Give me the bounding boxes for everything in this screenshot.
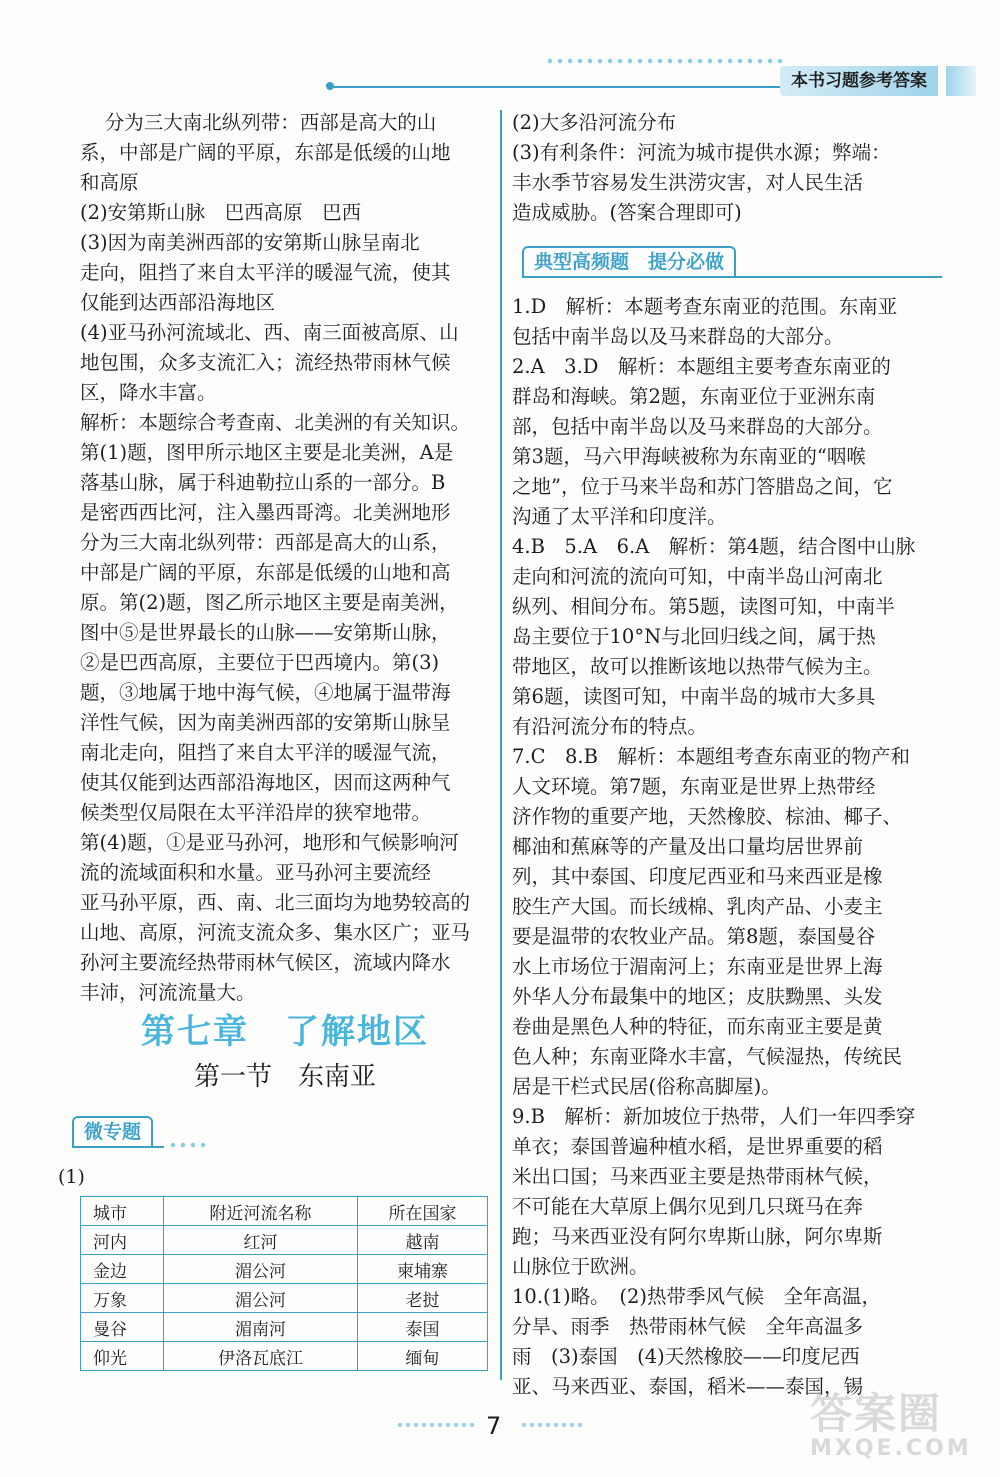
answer-line: 外华人分布最集中的地区；皮肤黝黑、头发 bbox=[512, 985, 883, 1008]
micro-topic-tag: 微专题 bbox=[72, 1116, 153, 1146]
table-cell: 湄南河 bbox=[164, 1313, 358, 1342]
answer-line: 济作物的重要产地，天然橡胶、棕油、椰子、 bbox=[512, 805, 903, 828]
answer-line: 胶生产大国。而长绒棉、乳肉产品、小麦主 bbox=[512, 895, 883, 918]
text-line: (3)因为南美洲西部的安第斯山脉呈南北 bbox=[80, 231, 420, 254]
answer-line: 1.D 解析：本题考查东南亚的范围。东南亚 bbox=[512, 295, 898, 318]
table-header: 所在国家 bbox=[358, 1197, 488, 1226]
table-cell: 曼谷 bbox=[81, 1313, 164, 1342]
text-line: 原。第(2)题，图乙所示地区主要是南美洲， bbox=[80, 591, 459, 614]
table-cell: 金边 bbox=[81, 1255, 164, 1284]
answer-line: 沟通了太平洋和印度洋。 bbox=[512, 505, 727, 528]
text-line: 和高原 bbox=[80, 171, 139, 194]
text-line: 地包围，众多支流汇入；流经热带雨林气候 bbox=[80, 351, 451, 374]
text-line: 亚马孙平原，西、南、北三面均为地势较高的 bbox=[80, 891, 471, 914]
answer-line: 居是干栏式民居(俗称高脚屋)。 bbox=[512, 1075, 781, 1098]
text-line: 落基山脉，属于科迪勒拉山系的一部分。B bbox=[80, 471, 446, 494]
table-cell: 泰国 bbox=[358, 1313, 488, 1342]
answer-line: 走向和河流的流向可知，中南半岛山河南北 bbox=[512, 565, 883, 588]
text-line: 丰水季节容易发生洪涝灾害，对人民生活 bbox=[512, 171, 864, 194]
text-line: 系，中部是广阔的平原，东部是低缓的山地 bbox=[80, 141, 451, 164]
high-frequency-tag: 典型高频题 提分必做 bbox=[522, 246, 736, 276]
table-row bbox=[81, 1284, 488, 1313]
answer-line: 4.B 5.A 6.A 解析：第4题，结合图中山脉 bbox=[512, 535, 916, 558]
high-frequency-rule bbox=[522, 276, 942, 278]
text-line: (4)亚马孙河流域北、西、南三面被高原、山 bbox=[80, 321, 459, 344]
table-cell: 缅甸 bbox=[358, 1342, 488, 1371]
answer-line: 有沿河流分布的特点。 bbox=[512, 715, 708, 738]
answer-line: 雨 (3)泰国 (4)天然橡胶——印度尼西 bbox=[512, 1345, 860, 1368]
text-line: 流的流域面积和水量。亚马孙河主要流经 bbox=[80, 861, 432, 884]
answer-line: 带地区，故可以推断该地以热带气候为主。 bbox=[512, 655, 883, 678]
text-line: 造成威胁。(答案合理即可) bbox=[512, 201, 742, 224]
text-line: 仅能到达西部沿海地区 bbox=[80, 291, 276, 314]
table-cell: 河内 bbox=[81, 1226, 164, 1255]
column-divider bbox=[500, 110, 502, 1380]
footer-dots-left bbox=[396, 1422, 476, 1428]
answer-line: 2.A 3.D 解析：本题组主要考查东南亚的 bbox=[512, 355, 891, 378]
header-decoration-dots bbox=[545, 58, 785, 64]
answers-block bbox=[512, 292, 944, 1402]
table-cell: 越南 bbox=[358, 1226, 488, 1255]
answer-line: 卷曲是黑色人种的特征，而东南亚主要是黄 bbox=[512, 1015, 883, 1038]
answer-line: 要是温带的农牧业产品。第8题，泰国曼谷 bbox=[512, 925, 876, 948]
table-row bbox=[81, 1226, 488, 1255]
answer-line: 群岛和海峡。第2题，东南亚位于亚洲东南 bbox=[512, 385, 876, 408]
answer-line: 米出口国；马来西亚主要是热带雨林气候， bbox=[512, 1165, 883, 1188]
answer-line: 纵列、相间分布。第5题，读图可知，中南半 bbox=[512, 595, 895, 618]
table-row bbox=[81, 1313, 488, 1342]
answer-line: 包括中南半岛以及马来群岛的大部分。 bbox=[512, 325, 844, 348]
table-header: 城市 bbox=[81, 1197, 164, 1226]
micro-topic-rule bbox=[72, 1146, 164, 1148]
answer-line: 9.B 解析：新加坡位于热带，人们一年四季穿 bbox=[512, 1105, 916, 1128]
table-cell: 湄公河 bbox=[164, 1284, 358, 1313]
answer-line: 岛主要位于10°N与北回归线之间，属于热 bbox=[512, 625, 876, 648]
text-line: 南北走向，阻挡了来自太平洋的暖湿气流， bbox=[80, 741, 451, 764]
rivers-cities-table bbox=[80, 1196, 488, 1371]
table-header: 附近河流名称 bbox=[164, 1197, 358, 1226]
header-rule bbox=[330, 86, 780, 88]
left-column bbox=[80, 108, 490, 1008]
watermark-logo bbox=[810, 1389, 980, 1472]
text-line: 第(1)题，图甲所示地区主要是北美洲，A是 bbox=[80, 441, 454, 464]
table-cell: 老挝 bbox=[358, 1284, 488, 1313]
answer-line: 椰油和蕉麻等的产量及出口量均居世界前 bbox=[512, 835, 864, 858]
section-title: 第一节 东南亚 bbox=[193, 1062, 376, 1092]
text-line: 分为三大南北纵列带：西部是高大的山系， bbox=[80, 531, 451, 554]
table-cell: 仰光 bbox=[81, 1342, 164, 1371]
answer-line: 跑；马来西亚没有阿尔卑斯山脉，阿尔卑斯 bbox=[512, 1225, 883, 1248]
answer-line: 列，其中泰国、印度尼西亚和马来西亚是橡 bbox=[512, 865, 883, 888]
text-line: 丰沛，河流流量大。 bbox=[80, 981, 256, 1004]
answer-line: 之地”，位于马来半岛和苏门答腊岛之间，它 bbox=[512, 475, 893, 498]
watermark-url: MXQE.COM bbox=[810, 1436, 972, 1461]
answer-line: 人文环境。第7题，东南亚是世界上热带经 bbox=[512, 775, 876, 798]
text-line: 第(4)题，①是亚马孙河，地形和气候影响河 bbox=[80, 831, 459, 854]
text-line: 区，降水丰富。 bbox=[80, 381, 217, 404]
page-number: 7 bbox=[486, 1412, 502, 1440]
table-cell: 万象 bbox=[81, 1284, 164, 1313]
text-line: 中部是广阔的平原，东部是低缓的山地和高 bbox=[80, 561, 451, 584]
answer-line: 部，包括中南半岛以及马来群岛的大部分。 bbox=[512, 415, 883, 438]
question-label: (1) bbox=[58, 1166, 85, 1188]
text-line: 孙河主要流经热带雨林气候区，流域内降水 bbox=[80, 951, 451, 974]
answer-line: 第6题，读图可知，中南半岛的城市大多具 bbox=[512, 685, 876, 708]
answer-line: 10.(1)略。 (2)热带季风气候 全年高温， bbox=[512, 1285, 882, 1308]
text-line: 分为三大南北纵列带：西部是高大的山 bbox=[80, 111, 437, 134]
answer-line: 山脉位于欧洲。 bbox=[512, 1255, 649, 1278]
answer-line: 7.C 8.B 解析：本题组考查东南亚的物产和 bbox=[512, 745, 910, 768]
right-column bbox=[512, 108, 944, 228]
text-line: (2)大多沿河流分布 bbox=[512, 111, 677, 134]
text-line: 走向，阻挡了来自太平洋的暖湿气流，使其 bbox=[80, 261, 451, 284]
text-line: 使其仅能到达西部沿海地区，因而这两种气 bbox=[80, 771, 451, 794]
table-cell: 柬埔寨 bbox=[358, 1255, 488, 1284]
text-line: 候类型仅局限在太平洋沿岸的狭窄地带。 bbox=[80, 801, 432, 824]
answer-line: 亚、马来西亚、泰国，稻米——泰国，锡 bbox=[512, 1375, 864, 1398]
answer-line: 水上市场位于湄南河上；东南亚是世界上海 bbox=[512, 955, 883, 978]
text-line: ②是巴西高原，主要位于巴西境内。第(3) bbox=[80, 651, 440, 674]
answer-line: 不可能在大草原上偶尔见到几只斑马在奔 bbox=[512, 1195, 864, 1218]
chapter-title: 第七章 了解地区 bbox=[141, 1012, 429, 1052]
table-cell: 伊洛瓦底江 bbox=[164, 1342, 358, 1371]
table-row bbox=[81, 1255, 488, 1284]
table-header-row bbox=[81, 1197, 488, 1226]
text-line: (2)安第斯山脉 巴西高原 巴西 bbox=[80, 201, 362, 224]
answer-line: 分旱、雨季 热带雨林气候 全年高温多 bbox=[512, 1315, 864, 1338]
answer-line: 色人种；东南亚降水丰富，气候湿热，传统民 bbox=[512, 1045, 903, 1068]
table-cell: 红河 bbox=[164, 1226, 358, 1255]
text-line: (3)有利条件：河流为城市提供水源；弊端： bbox=[512, 141, 891, 164]
text-line: 题，③地属于地中海气候，④地属于温带海 bbox=[80, 681, 451, 704]
text-line: 洋性气候，因为南美洲西部的安第斯山脉呈 bbox=[80, 711, 451, 734]
header-title: 本书习题参考答案 bbox=[780, 66, 938, 96]
watermark-text: 答案圈 bbox=[810, 1389, 943, 1438]
header-decoration-tail bbox=[946, 66, 976, 96]
text-line: 图中⑤是世界最长的山脉——安第斯山脉， bbox=[80, 621, 451, 644]
answer-line: 第3题，马六甲海峡被称为东南亚的“咽喉 bbox=[512, 445, 866, 468]
analysis-line: 解析：本题综合考查南、北美洲的有关知识。 bbox=[80, 411, 471, 434]
table-cell: 湄公河 bbox=[164, 1255, 358, 1284]
micro-topic-dots bbox=[168, 1142, 208, 1148]
table-row bbox=[81, 1342, 488, 1371]
text-line: 山地、高原，河流支流众多、集水区广；亚马 bbox=[80, 921, 471, 944]
text-line: 是密西西比河，注入墨西哥湾。北美洲地形 bbox=[80, 501, 451, 524]
footer-dots-right bbox=[520, 1422, 584, 1428]
answer-line: 单衣；泰国普遍种植水稻，是世界重要的稻 bbox=[512, 1135, 883, 1158]
